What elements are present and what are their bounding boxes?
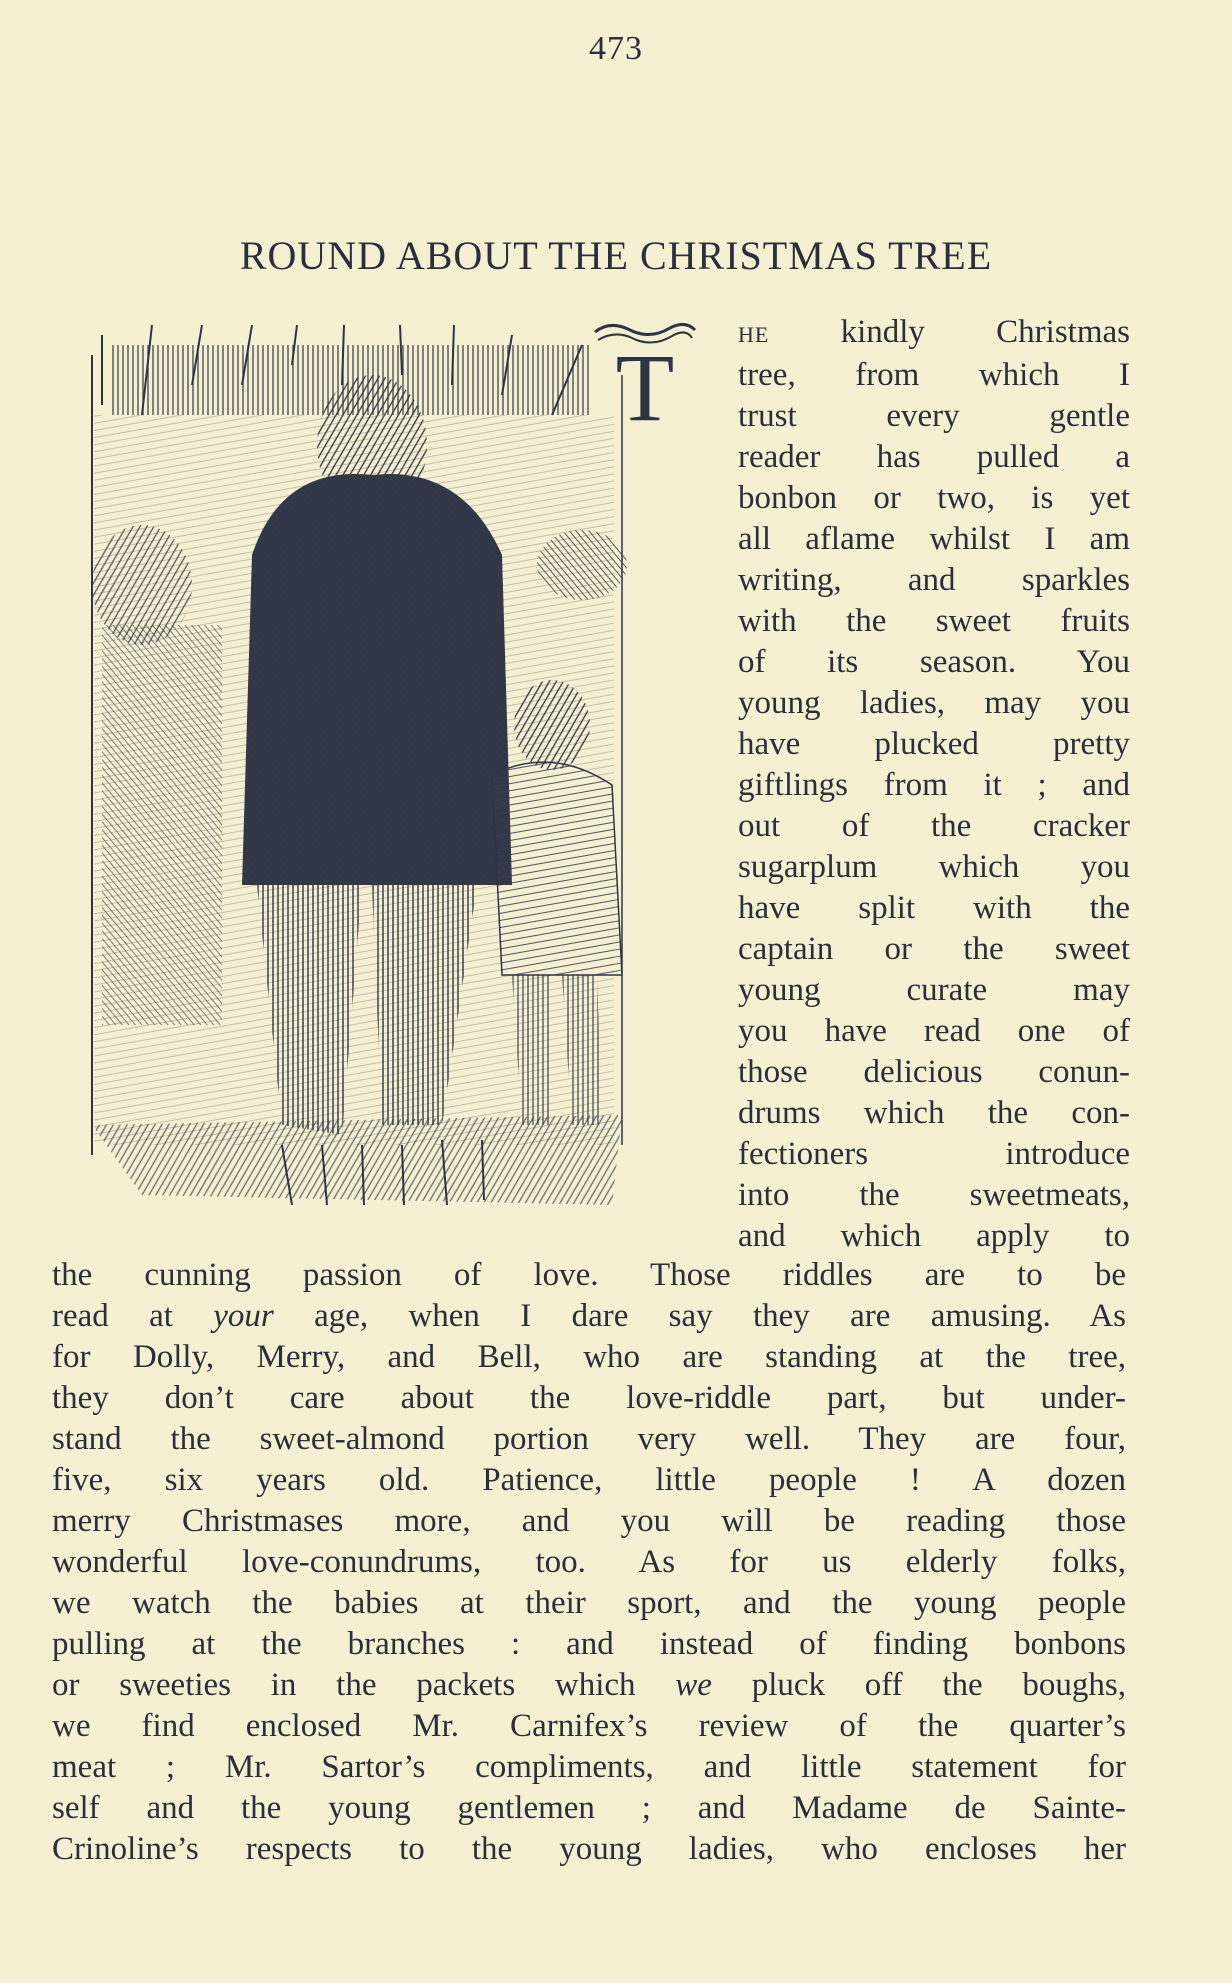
text-line: all aflame whilst I am	[738, 521, 1130, 557]
first-word-rest: HE	[738, 322, 770, 347]
text-line: sugarplum which you	[738, 849, 1130, 885]
text-line: self and the young gentlemen ; and Madame de Sainte-	[52, 1790, 1126, 1826]
text-line: the cunning passion of love. Those riddles are to be	[52, 1257, 1126, 1293]
text-line: and which apply to	[738, 1218, 1130, 1254]
text-line: drums which the con-	[738, 1095, 1130, 1131]
full-width-paragraph	[52, 1255, 1126, 1870]
chapter-title: ROUND ABOUT THE CHRISTMAS TREE	[239, 233, 993, 278]
text-line: you have read one of	[738, 1013, 1130, 1049]
text-line: meat ; Mr. Sartor’s compliments, and little statement for	[52, 1749, 1126, 1785]
text-line: five, six years old. Patience, little people ! A dozen	[52, 1462, 1126, 1498]
text-line: giftlings from it ; and	[738, 767, 1130, 803]
text-line: have plucked pretty	[738, 726, 1130, 762]
text-line: they don’t care about the love-riddle part, but under-	[52, 1380, 1126, 1416]
text-line: for Dolly, Merry, and Bell, who are standing at the tree,	[52, 1339, 1126, 1375]
wrapped-paragraph	[738, 312, 1130, 1257]
text-line: with the sweet fruits	[738, 603, 1130, 639]
text-line: wonderful love-conundrums, too. As for us elderly folks,	[52, 1544, 1126, 1580]
text-line: have split with the	[738, 890, 1130, 926]
text-line: into the sweetmeats,	[738, 1177, 1130, 1213]
text-line: reader has pulled a	[738, 439, 1130, 475]
text-line: of its season. You	[738, 644, 1130, 680]
engraving-illustration	[82, 325, 684, 1205]
text-line: or sweeties in the packets which we pluck off the boughs,	[52, 1667, 1126, 1703]
text-line: fectioners introduce	[738, 1136, 1130, 1172]
text-line: tree, from which I	[738, 357, 1130, 393]
text-line: out of the cracker	[738, 808, 1130, 844]
text-line: pulling at the branches : and instead of finding bonbons	[52, 1626, 1126, 1662]
text-line: captain or the sweet	[738, 931, 1130, 967]
page-number: 473	[589, 30, 643, 67]
text-line: read at your age, when I dare say they are amusing. As	[52, 1298, 1126, 1334]
dropcap-ornament	[590, 318, 700, 428]
text-line: young ladies, may you	[738, 685, 1130, 721]
italic-word: your	[213, 1298, 274, 1334]
dropcap-letter: T	[615, 334, 675, 428]
text-line: stand the sweet-almond portion very well. They are four,	[52, 1421, 1126, 1457]
text-line: young curate may	[738, 972, 1130, 1008]
text-line: trust every gentle	[738, 398, 1130, 434]
text-line: those delicious conun-	[738, 1054, 1130, 1090]
text-line: we watch the babies at their sport, and the young people	[52, 1585, 1126, 1621]
text-line: writing, and sparkles	[738, 562, 1130, 598]
italic-word: we	[675, 1667, 712, 1703]
text-line: bonbon or two, is yet	[738, 480, 1130, 516]
text-line: Crinoline’s respects to the young ladies, who encloses her	[52, 1831, 1126, 1867]
text-line: we find enclosed Mr. Carnifex’s review of the quarter’s	[52, 1708, 1126, 1744]
text-line: merry Christmases more, and you will be reading those	[52, 1503, 1126, 1539]
text-line: HE kindly Christmas	[738, 314, 1130, 350]
